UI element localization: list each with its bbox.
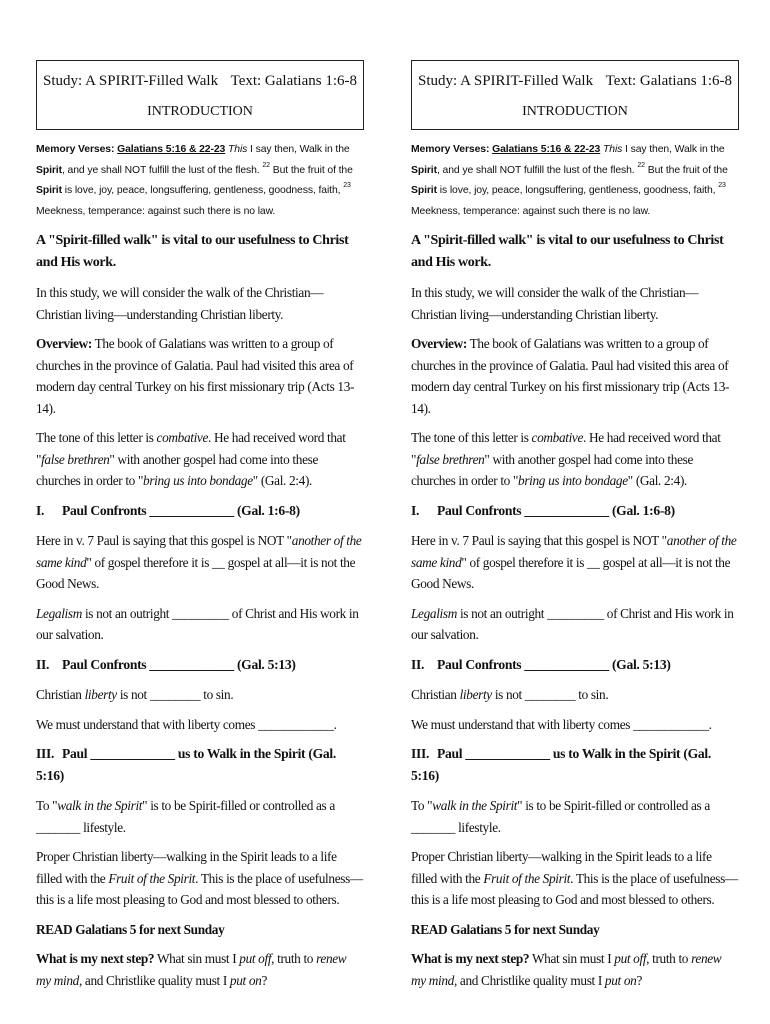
section-1-paragraph-2: Legalism is not an outright _________ of Christ and His work in our salvation. [411,605,734,642]
section-2-paragraph-1: Christian liberty is not ________ to sin. [411,687,609,702]
study-title: Study: A SPIRIT-Filled Walk [418,73,594,89]
memory-verses: Memory Verses: Galatians 5:16 & 22-23 This I say then, Walk in the Spirit, and ye shall NOT fulfill the lust of the flesh. $^{22}$ But the fruit of the Spirit is love, joy, peace, longsuffering, gentleness, goodness, faith, $^{23}$ Meekness, temperance: against such there is no law. [36,144,353,217]
header-box [411,60,739,130]
section-3-paragraph-1: To "walk in the Spirit" is to be Spirit-filled or controlled as a _______ lifestyle. [411,798,710,835]
vital-statement: A "Spirit-filled walk" is vital to our usefulness to Christ and His work. [36,233,349,270]
handout-left [36,60,364,999]
section-2-paragraph-1: Christian liberty is not ________ to sin. [36,687,234,702]
overview-paragraph: Overview: The book of Galatians was written to a group of churches in the province of Galatia. Paul had visited this area of modern day central Turkey on his first missionary trip (Acts 13-14). [36,336,355,416]
section-3-paragraph-2: Proper Christian liberty—walking in the Spirit leads to a life filled with the Fruit of the Spirit. This is the place of usefulness—this is a life most pleasing to God and most blessed to others. [36,849,363,907]
next-step: What is my next step? What sin must I put off, truth to renew my mind, and Christlike quality must I put on? [36,951,347,988]
section-2-paragraph-2: We must understand that with liberty comes ____________. [411,716,712,732]
introduction-heading: INTRODUCTION [522,104,628,119]
section-1-paragraph-1: Here in v. 7 Paul is saying that this gospel is NOT "another of the same kind" of gospel therefore it is __ gospel at all—it is not the Good News. [411,533,737,591]
handout-right [411,60,739,999]
section-1-heading: I. Paul Confronts _____________ (Gal. 1:6-8) [36,502,300,518]
vital-statement: A "Spirit-filled walk" is vital to our usefulness to Christ and His work. [411,233,724,270]
intro-paragraph: In this study, we will consider the walk of the Christian—Christian living—understanding Christian liberty. [411,285,699,322]
section-1-heading: I. Paul Confronts _____________ (Gal. 1:6-8) [411,502,675,518]
section-1-paragraph-2: Legalism is not an outright _________ of Christ and His work in our salvation. [36,605,359,642]
section-1-paragraph-1: Here in v. 7 Paul is saying that this gospel is NOT "another of the same kind" of gospel therefore it is __ gospel at all—it is not the Good News. [36,533,362,591]
header-box [36,60,364,130]
section-2-heading: II. Paul Confronts _____________ (Gal. 5:13) [411,656,671,672]
memory-verses: Memory Verses: Galatians 5:16 & 22-23 This I say then, Walk in the Spirit, and ye shall NOT fulfill the lust of the flesh. $^{22}$ But the fruit of the Spirit is love, joy, peace, longsuffering, gentleness, goodness, faith, $^{23}$ Meekness, temperance: against such there is no law. [411,144,728,217]
intro-paragraph: In this study, we will consider the walk of the Christian—Christian living—understanding Christian liberty. [36,285,324,322]
introduction-heading: INTRODUCTION [147,104,253,119]
overview-paragraph: Overview: The book of Galatians was written to a group of churches in the province of Galatia. Paul had visited this area of modern day central Turkey on his first missionary trip (Acts 13-14). [411,336,730,416]
section-3-paragraph-1: To "walk in the Spirit" is to be Spirit-filled or controlled as a _______ lifestyle. [36,798,335,835]
section-3-heading: III. Paul _____________ us to Walk in the Spirit (Gal. 5:16) [36,746,336,783]
section-3-paragraph-2: Proper Christian liberty—walking in the Spirit leads to a life filled with the Fruit of the Spirit. This is the place of usefulness—this is a life most pleasing to God and most blessed to others. [411,849,738,907]
study-title: Study: A SPIRIT-Filled Walk [43,73,219,89]
section-3-heading: III. Paul _____________ us to Walk in the Spirit (Gal. 5:16) [411,746,711,783]
tone-paragraph: The tone of this letter is combative. He had received word that "false brethren" with another gospel had come into these churches in order to "bring us into bondage" (Gal. 2:4). [411,430,721,488]
section-2-heading: II. Paul Confronts _____________ (Gal. 5:13) [36,656,296,672]
tone-paragraph: The tone of this letter is combative. He had received word that "false brethren" with another gospel had come into these churches in order to "bring us into bondage" (Gal. 2:4). [36,430,346,488]
text-reference: Text: Galatians 1:6-8 [230,73,357,89]
next-step: What is my next step? What sin must I put off, truth to renew my mind, and Christlike quality must I put on? [411,951,722,988]
section-2-paragraph-2: We must understand that with liberty comes ____________. [36,716,337,732]
read-assignment: READ Galatians 5 for next Sunday [411,921,600,937]
text-reference: Text: Galatians 1:6-8 [605,73,732,89]
read-assignment: READ Galatians 5 for next Sunday [36,921,225,937]
